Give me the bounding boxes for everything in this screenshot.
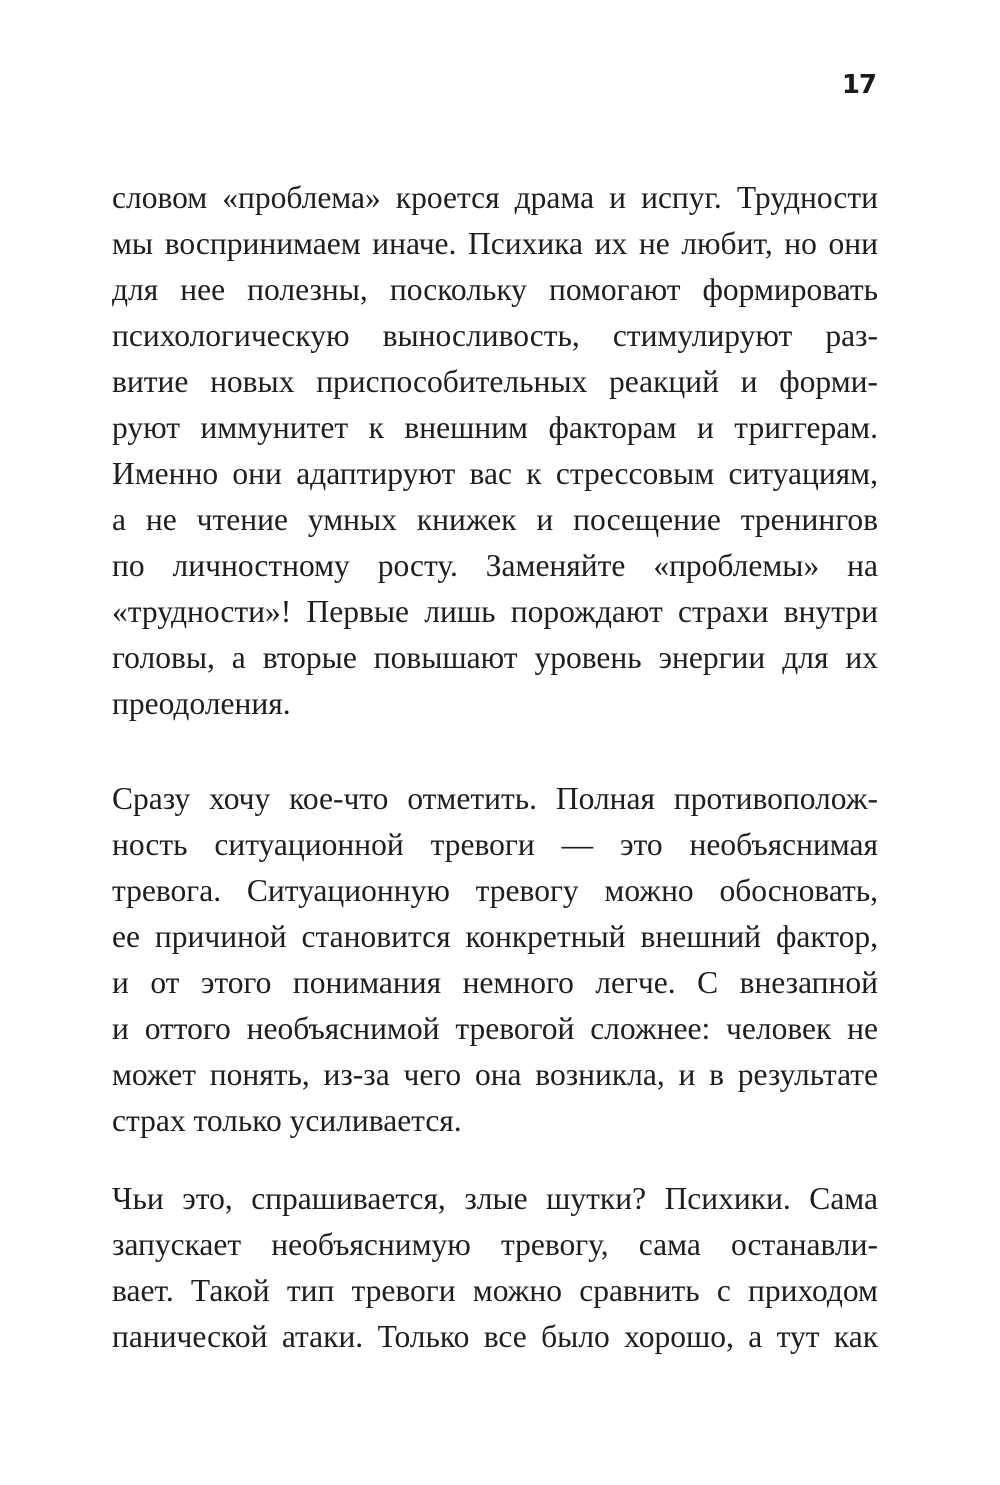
text-line: панической атаки. Только все было хорошо, а тут как xyxy=(112,1319,878,1354)
text-line: страх только усиливается. xyxy=(112,1103,462,1138)
text-line: и от этого понимания немного легче. С внезапной xyxy=(112,965,878,1000)
text-line: для нее полезны, поскольку помогают формировать xyxy=(112,272,878,307)
text-line: руют иммунитет к внешним факторам и триггерам. xyxy=(112,410,878,445)
text-line: а не чтение умных книжек и посещение тренингов xyxy=(112,502,878,537)
text-line: головы, а вторые повышают уровень энергии для их xyxy=(112,640,878,675)
paragraph xyxy=(112,1176,878,1360)
text-line: «трудности»! Первые лишь порождают страхи внутри xyxy=(112,594,878,629)
text-line: тревога. Ситуационную тревогу можно обосновать, xyxy=(112,873,878,908)
text-line: Чьи это, спрашивается, злые шутки? Психики. Сама xyxy=(112,1181,878,1216)
text-line: Сразу хочу кое-что отметить. Полная противополож- xyxy=(112,781,878,816)
text-line: вает. Такой тип тревоги можно сравнить с приходом xyxy=(112,1273,878,1308)
text-line: может понять, из-за чего она возникла, и в результате xyxy=(112,1057,878,1092)
text-line: мы воспринимаем иначе. Психика их не любит, но они xyxy=(112,226,878,261)
text-line: Именно они адаптируют вас к стрессовым ситуациям, xyxy=(112,456,878,491)
text-line: психологическую выносливость, стимулируют раз- xyxy=(112,318,878,353)
text-line: и оттого необъяснимой тревогой сложнее: человек не xyxy=(112,1011,878,1046)
text-line: ность ситуационной тревоги — это необъяснимая xyxy=(112,827,878,862)
text-line: запускает необъяснимую тревогу, сама останавли- xyxy=(112,1227,878,1262)
text-line: преодоления. xyxy=(112,686,291,721)
text-line: ее причиной становится конкретный внешний фактор, xyxy=(112,919,878,954)
page-number: 17 xyxy=(841,70,876,100)
text-line: витие новых приспособительных реакций и форми- xyxy=(112,364,878,399)
text-line: по личностному росту. Заменяйте «проблемы» на xyxy=(112,548,878,583)
paragraph xyxy=(112,175,878,727)
paragraph xyxy=(112,776,878,1144)
text-line: словом «проблема» кроется драма и испуг. Трудности xyxy=(112,180,878,215)
